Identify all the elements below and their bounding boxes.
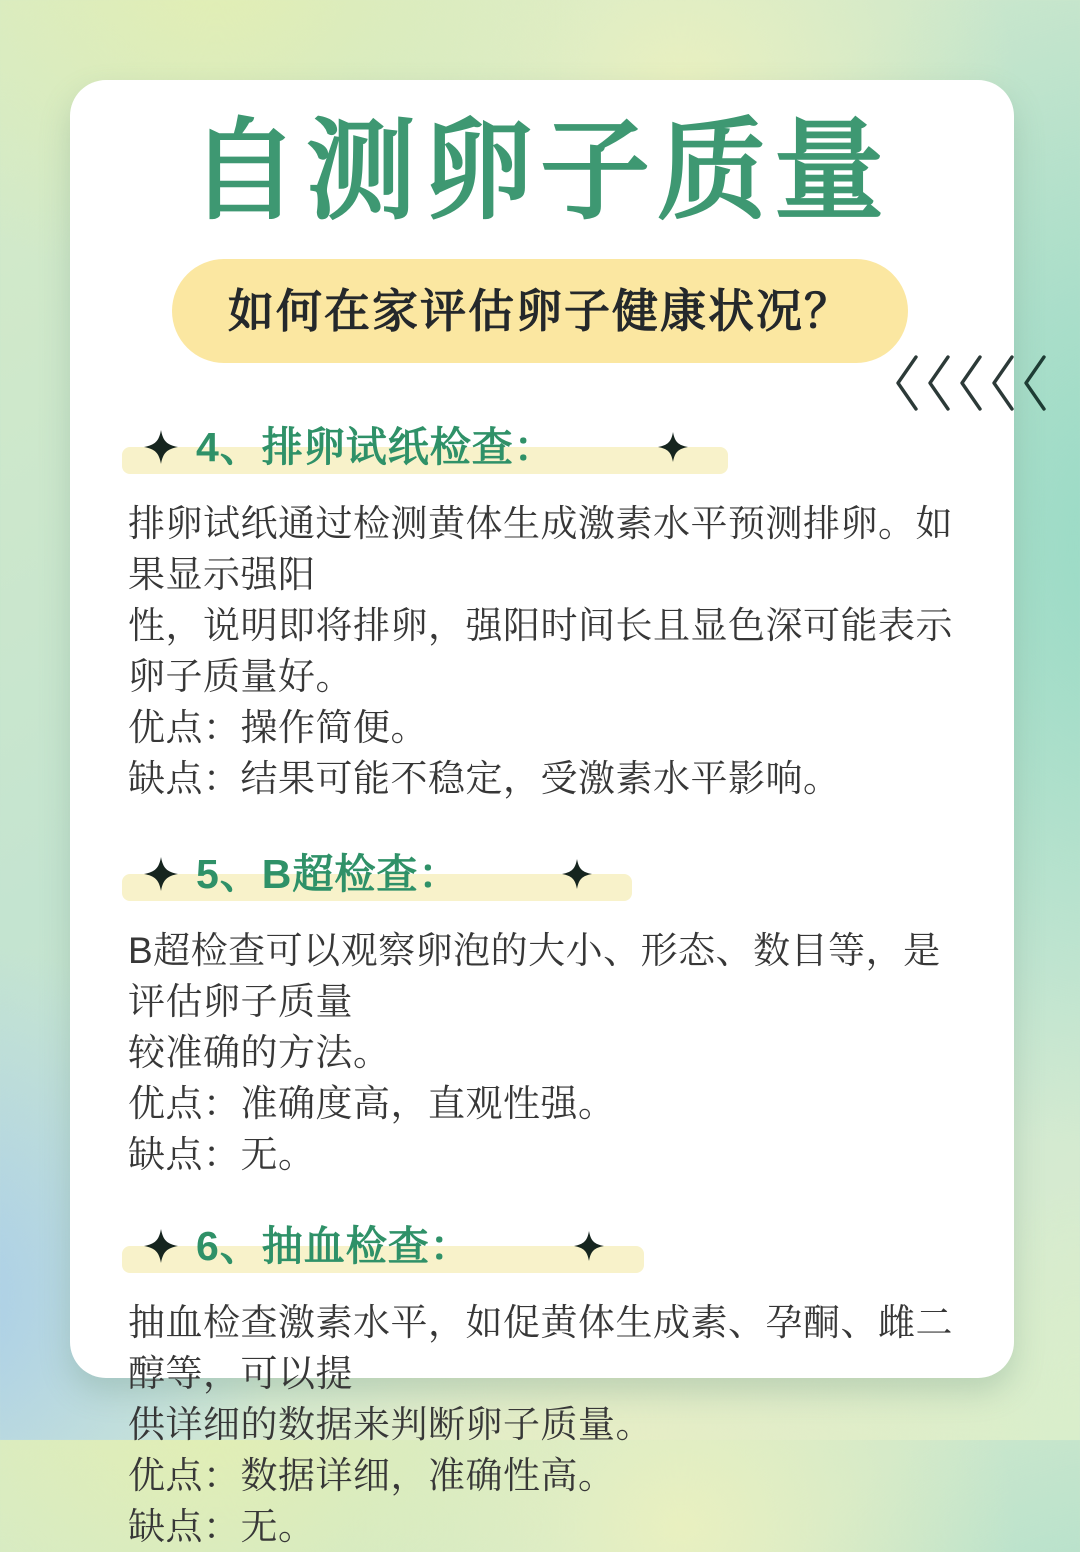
cons-line: 缺点：结果可能不稳定，受激素水平影响。 bbox=[128, 758, 841, 800]
section-heading-label: 5、B超检查： bbox=[196, 851, 461, 898]
poster-title: 自测卵子质量 bbox=[189, 110, 891, 233]
body-line: 供详细的数据来判断卵子质量。 bbox=[128, 1404, 653, 1446]
four-pointed-star-icon bbox=[658, 432, 688, 462]
section-b-ultrasound bbox=[128, 850, 966, 1180]
pros-line: 优点：准确度高，直观性强。 bbox=[128, 1083, 616, 1125]
section-body bbox=[128, 925, 966, 1180]
pros-line: 优点：数据详细，准确性高。 bbox=[128, 1455, 616, 1497]
four-pointed-star-icon bbox=[144, 857, 178, 891]
body-line: B超检查可以观察卵泡的大小、形态、数目等，是评估卵子质量 bbox=[128, 930, 941, 1023]
section-heading bbox=[144, 1222, 604, 1270]
body-line: 排卵试纸通过检测黄体生成激素水平预测排卵。如果显示强阳 bbox=[128, 503, 953, 596]
cons-line: 缺点：无。 bbox=[128, 1134, 316, 1176]
four-pointed-star-icon bbox=[144, 1229, 178, 1263]
body-line: 性，说明即将排卵，强阳时间长且显色深可能表示卵子质量好。 bbox=[128, 605, 953, 698]
four-pointed-star-icon bbox=[144, 430, 178, 464]
section-heading-label: 4、排卵试纸检查： bbox=[196, 424, 556, 471]
body-line: 抽血检查激素水平，如促黄体生成素、孕酮、雌二醇等，可以提 bbox=[128, 1302, 953, 1395]
poster-card bbox=[70, 80, 1014, 1548]
body-line: 较准确的方法。 bbox=[128, 1032, 391, 1074]
pros-line: 优点：操作简便。 bbox=[128, 707, 428, 749]
section-body bbox=[128, 498, 966, 804]
subtitle-pill: 如何在家评估卵子健康状况？ bbox=[172, 259, 908, 363]
section-heading bbox=[144, 850, 592, 898]
section-heading bbox=[144, 423, 688, 471]
four-pointed-star-icon bbox=[574, 1231, 604, 1261]
left-chevrons-icon bbox=[888, 352, 1052, 419]
cons-line: 缺点：无。 bbox=[128, 1506, 316, 1548]
section-body bbox=[128, 1297, 966, 1552]
four-pointed-star-icon bbox=[562, 859, 592, 889]
section-blood-test bbox=[128, 1222, 966, 1552]
section-heading-label: 6、抽血检查： bbox=[196, 1223, 472, 1270]
section-ovulation-strip bbox=[128, 423, 966, 804]
